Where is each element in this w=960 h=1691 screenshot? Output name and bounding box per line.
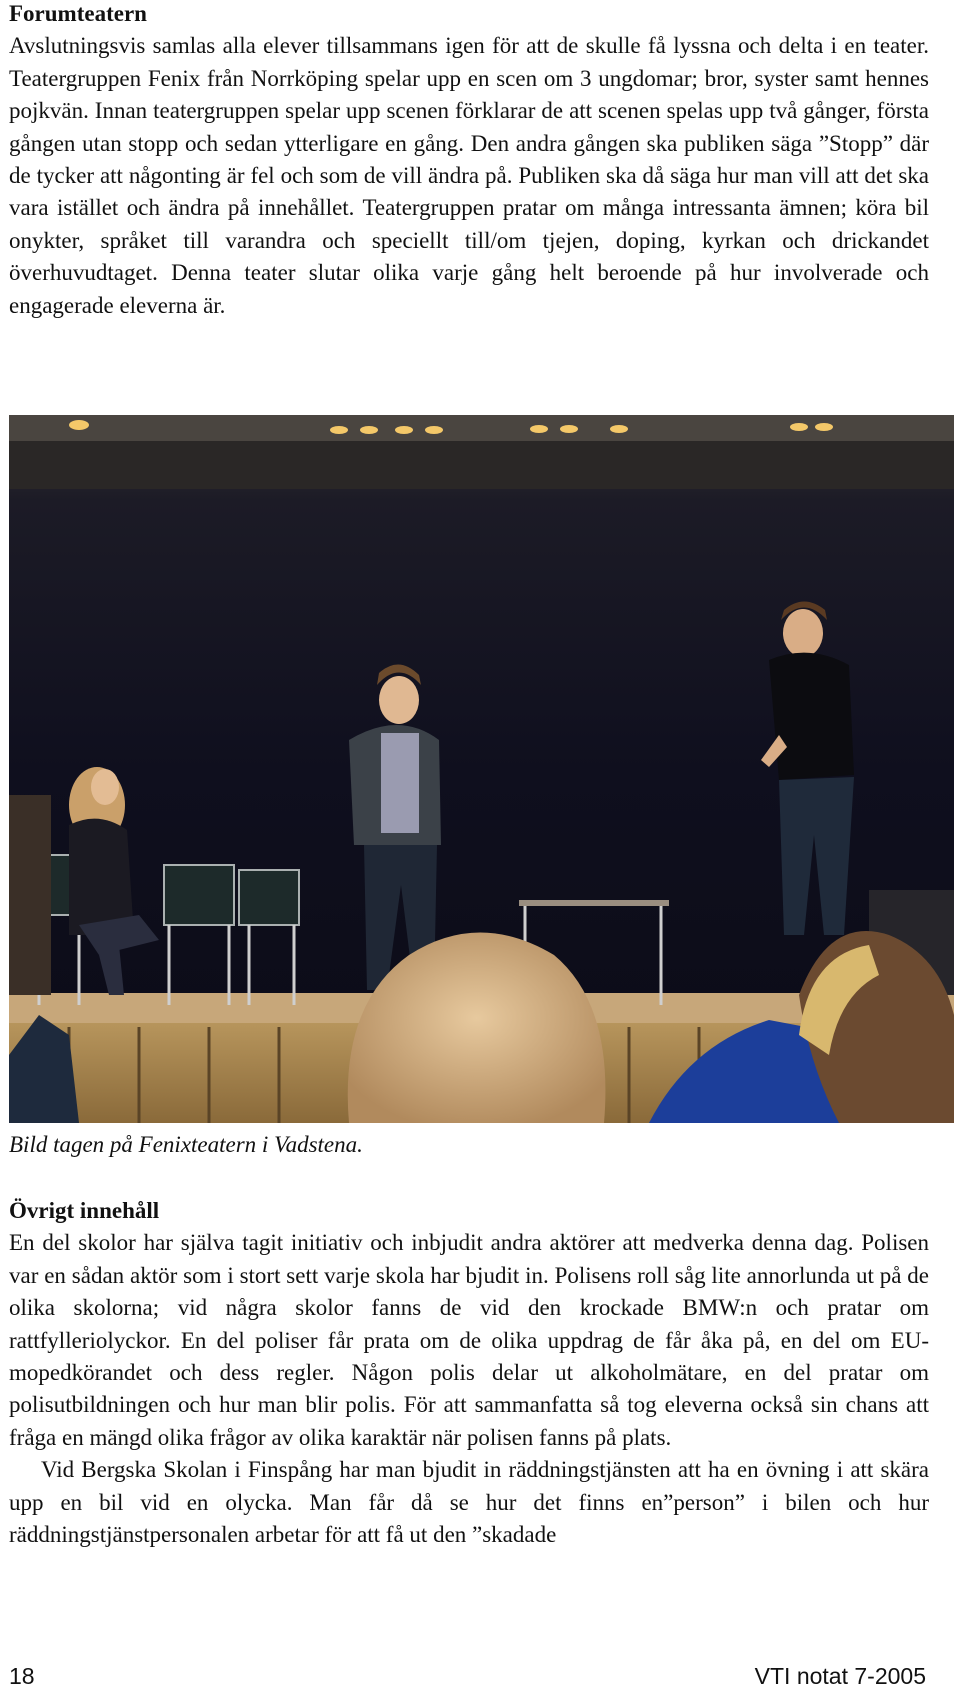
paragraph: Vid Bergska Skolan i Finspång har man bjudit in räddningstjänsten att ha en övning i att skära upp en bil vid en olycka. Man får då se hur det finns en”person” i bilen och hur räddningstjänstpersonalen arbetar för att få ut den ”skadade	[9, 1457, 929, 1548]
section-heading: Forumteatern	[9, 1, 147, 26]
photo-caption: Bild tagen på Fenixteatern i Vadstena.	[9, 1132, 363, 1157]
section-body	[9, 1227, 929, 1551]
section-body	[9, 30, 929, 322]
section-forumteatern	[9, 0, 929, 322]
paragraph: Avslutningsvis samlas alla elever tillsammans igen för att de skulle få lyssna och delta i en teater. Teatergruppen Fenix från Norrköping spelar upp en scen om 3 ungdomar; bror, syster samt hennes pojkvän. Innan teatergruppen spelar upp scenen förklarar de att scenen spelas upp två gånger, första gången utan stopp och sedan ytterligare en gång. Den andra gången ska publiken säga ”Stopp” där de tycker att någonting är fel och som de vill ändra på. Publiken ska då säga hur man vill att det ska vara istället och ändra på innehållet. Teatergruppen pratar om många intressanta ämnen; köra bil onykter, språket till varandra och speciellt till/om tjejen, doping, kyrkan och drickandet överhuvudtaget. Denna teater slutar olika varje gång helt beroende på hur involverade och engagerade eleverna är.	[9, 33, 929, 318]
page-number: 18	[9, 1663, 35, 1689]
report-id: VTI notat 7-2005	[754, 1663, 926, 1689]
theater-stage-photo	[9, 415, 954, 1123]
section-ovrigt-innehall	[9, 1195, 929, 1551]
section-heading: Övrigt innehåll	[9, 1198, 160, 1223]
paragraph: En del skolor har själva tagit initiativ och inbjudit andra aktörer att medverka denna dag. Polisen var en sådan aktör som i stort sett varje skola har bjudit in. Polisens roll såg lite annorlunda ut på de olika skolorna; vid några skolor fanns de vid den krockade BMW:n och pratar om rattfylleriolyckor. En del poliser får prata om de olika uppdrag de får åka på, en del om EU-mopedkörandet och dess regler. Någon polis delar ut alkoholmätare, en del pratar om polisutbildningen och hur man blir polis. För att sammanfatta så tog eleverna också sin chans att fråga en mängd olika frågor av olika karaktär när polisen fanns på plats.	[9, 1230, 929, 1450]
